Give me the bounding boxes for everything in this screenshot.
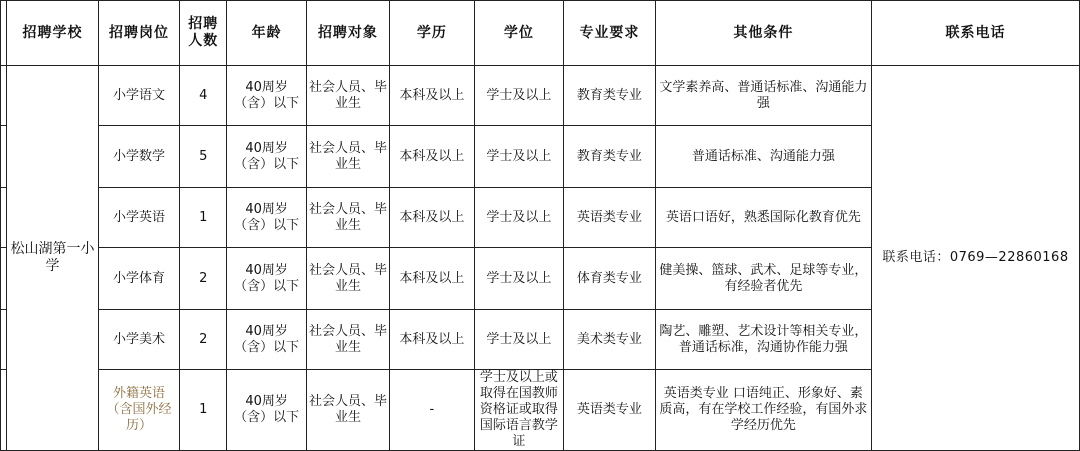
- header-degree[interactable]: 学位: [474, 1, 564, 66]
- cell-major[interactable]: 英语类专业: [564, 370, 656, 451]
- cell-count[interactable]: 1: [180, 370, 227, 451]
- cell-major[interactable]: 教育类专业: [564, 66, 656, 126]
- cell-other[interactable]: 健美操、篮球、武术、足球等专业，有经验者优先: [655, 248, 871, 310]
- cell-target[interactable]: 社会人员、毕业生: [306, 126, 389, 188]
- cell-other[interactable]: 文学素养高、普通话标准、沟通能力强: [655, 66, 871, 126]
- cell-target[interactable]: 社会人员、毕业生: [306, 310, 389, 370]
- cell-position[interactable]: 小学数学: [98, 126, 179, 188]
- cell-education[interactable]: 本科及以上: [390, 66, 474, 126]
- header-school[interactable]: 招聘学校: [7, 1, 99, 66]
- header-count[interactable]: 招聘人数: [180, 1, 227, 66]
- cell-degree[interactable]: 学士及以上: [474, 66, 564, 126]
- table-row: [1, 66, 1080, 126]
- cell-major[interactable]: 美术类专业: [564, 310, 656, 370]
- cell-degree[interactable]: 学士及以上: [474, 188, 564, 248]
- cell-education[interactable]: 本科及以上: [390, 188, 474, 248]
- cell-count[interactable]: 5: [180, 126, 227, 188]
- cell-age[interactable]: 40周岁（含）以下: [227, 66, 306, 126]
- header-major[interactable]: 专业要求: [564, 1, 656, 66]
- cell-age[interactable]: 40周岁（含）以下: [227, 188, 306, 248]
- cell-target[interactable]: 社会人员、毕业生: [306, 370, 389, 451]
- cell-age[interactable]: 40周岁（含）以下: [227, 248, 306, 310]
- cell-age[interactable]: 40周岁（含）以下: [227, 126, 306, 188]
- cell-target[interactable]: 社会人员、毕业生: [306, 248, 389, 310]
- cell-school[interactable]: [7, 66, 99, 451]
- cell-count[interactable]: 2: [180, 248, 227, 310]
- header-phone[interactable]: 联系电话: [871, 1, 1079, 66]
- cell-other[interactable]: 普通话标准、沟通能力强: [655, 126, 871, 188]
- header-other[interactable]: 其他条件: [655, 1, 871, 66]
- row-gutter: [1, 310, 7, 370]
- header-position[interactable]: 招聘岗位: [98, 1, 179, 66]
- cell-position[interactable]: 小学体育: [98, 248, 179, 310]
- cell-other[interactable]: 英语口语好，熟悉国际化教育优先: [655, 188, 871, 248]
- row-gutter: [1, 126, 7, 188]
- cell-other[interactable]: 英语类专业 口语纯正、形象好、素质高，有在学校工作经验，有国外求学经历优先: [655, 370, 871, 451]
- cell-position[interactable]: 外籍英语（含国外经历）: [98, 370, 179, 451]
- cell-degree[interactable]: 学士及以上或取得在国教师资格证或取得国际语言教学证: [474, 370, 564, 451]
- cell-contact[interactable]: 联系电话：0769—22860168: [871, 66, 1079, 451]
- cell-age[interactable]: 40周岁（含）以下: [227, 310, 306, 370]
- cell-position[interactable]: 小学英语: [98, 188, 179, 248]
- cell-education[interactable]: 本科及以上: [390, 248, 474, 310]
- cell-age[interactable]: 40周岁（含）以下: [227, 370, 306, 451]
- cell-count[interactable]: 1: [180, 188, 227, 248]
- header-education[interactable]: 学历: [390, 1, 474, 66]
- cell-major[interactable]: 体育类专业: [564, 248, 656, 310]
- cell-target[interactable]: 社会人员、毕业生: [306, 66, 389, 126]
- cell-education[interactable]: -: [390, 370, 474, 451]
- cell-major[interactable]: 教育类专业: [564, 126, 656, 188]
- cell-target[interactable]: 社会人员、毕业生: [306, 188, 389, 248]
- cell-position[interactable]: 小学语文: [98, 66, 179, 126]
- header-age[interactable]: 年龄: [227, 1, 306, 66]
- cell-education[interactable]: 本科及以上: [390, 126, 474, 188]
- cell-degree[interactable]: 学士及以上: [474, 310, 564, 370]
- cell-position[interactable]: 小学美术: [98, 310, 179, 370]
- cell-degree[interactable]: 学士及以上: [474, 248, 564, 310]
- cell-degree[interactable]: 学士及以上: [474, 126, 564, 188]
- row-gutter: [1, 370, 7, 451]
- row-gutter: [1, 188, 7, 248]
- cell-major[interactable]: 英语类专业: [564, 188, 656, 248]
- school-name: 松山湖第一小学: [10, 241, 95, 274]
- cell-count[interactable]: 2: [180, 310, 227, 370]
- header-row: [1, 1, 1080, 66]
- row-gutter: [1, 248, 7, 310]
- cell-count[interactable]: 4: [180, 66, 227, 126]
- header-target[interactable]: 招聘对象: [306, 1, 389, 66]
- cell-education[interactable]: 本科及以上: [390, 310, 474, 370]
- cell-other[interactable]: 陶艺、雕塑、艺术设计等相关专业，普通话标准，沟通协作能力强: [655, 310, 871, 370]
